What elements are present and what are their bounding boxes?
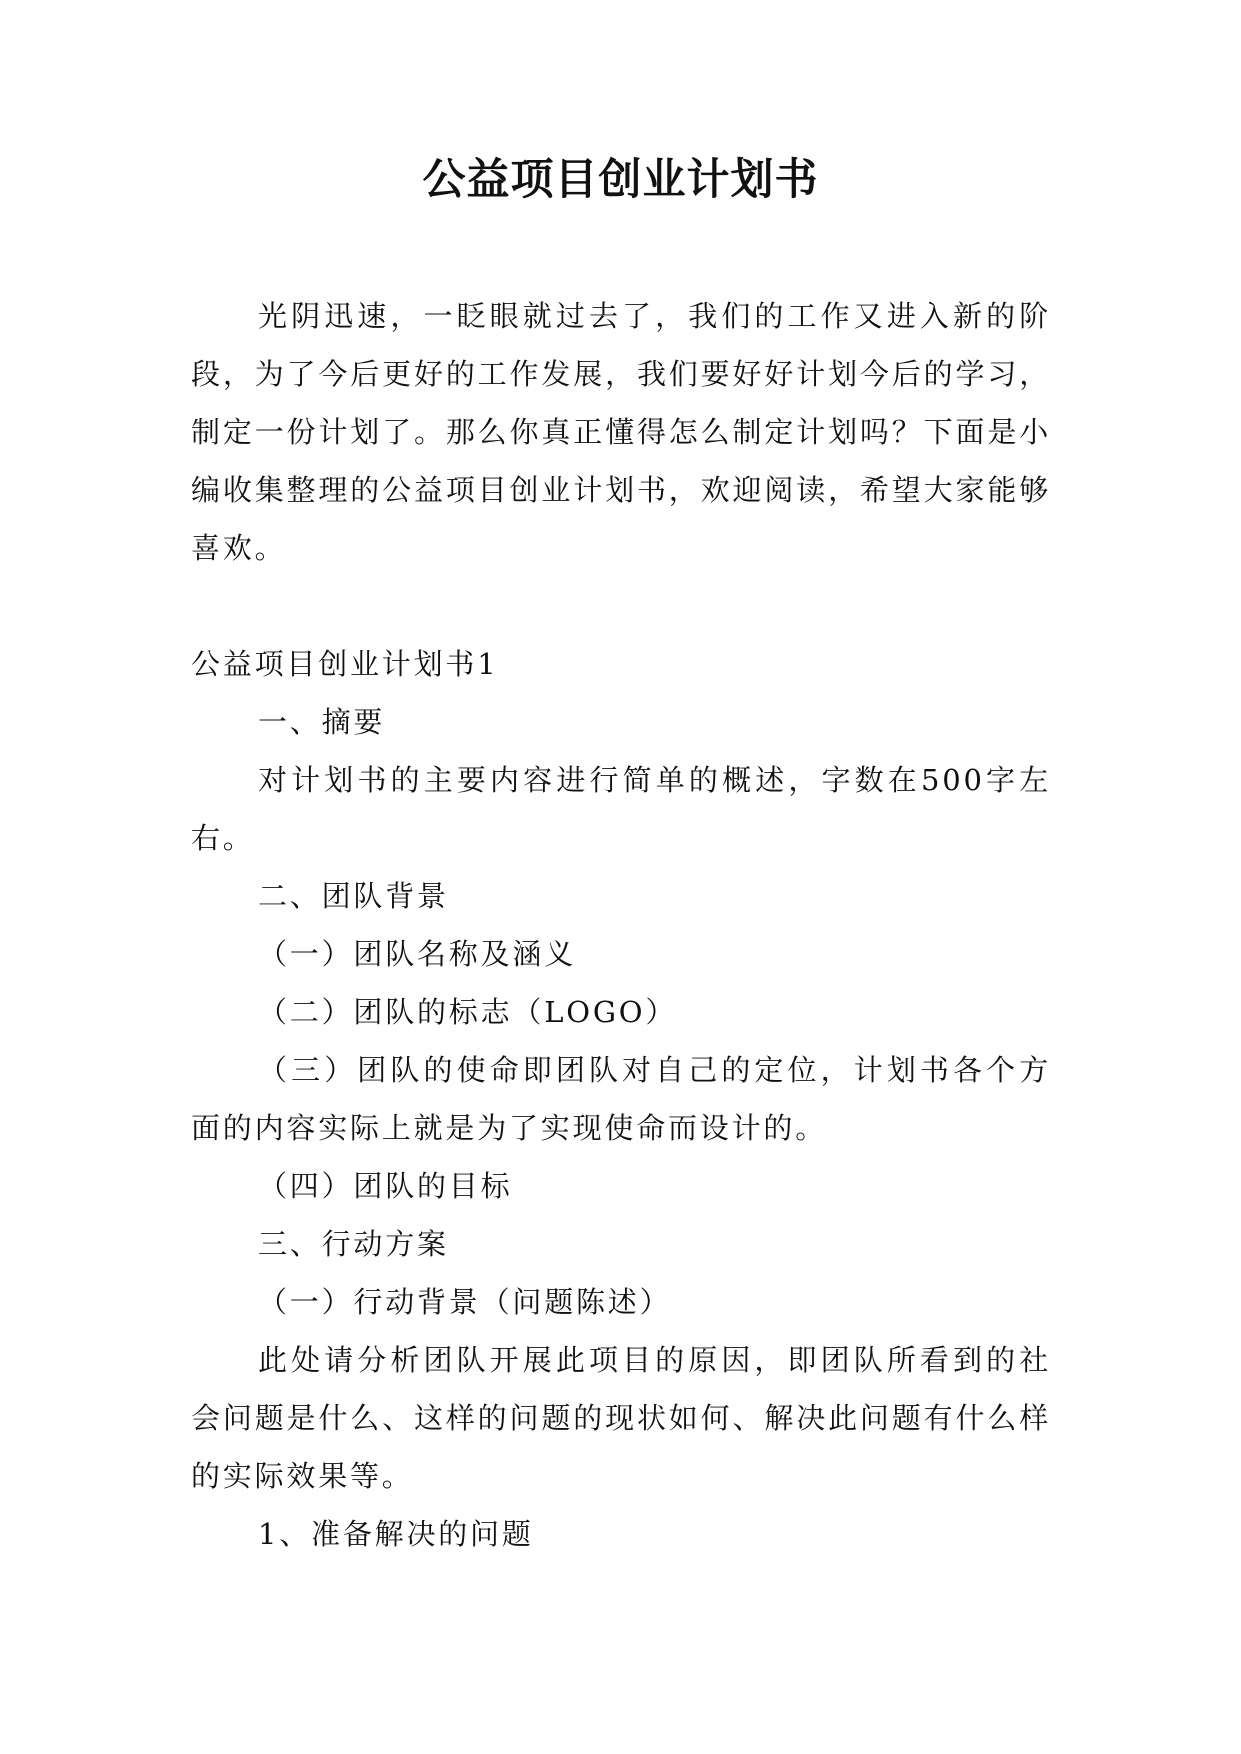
item-team-mission: （三）团队的使命即团队对自己的定位，计划书各个方面的内容实际上就是为了实现使命而设计的。: [191, 1053, 1051, 1145]
document-body: [191, 287, 1051, 1563]
intro-paragraph: 光阴迅速，一眨眼就过去了，我们的工作又进入新的阶段，为了今后更好的工作发展，我们要好好计划今后的学习，制定一份计划了。那么你真正懂得怎么制定计划吗？下面是小编收集整理的公益项目创业计划书，欢迎阅读，希望大家能够喜欢。: [191, 299, 1051, 565]
heading-summary: 一、摘要: [258, 705, 386, 739]
item-team-logo: （二）团队的标志（LOGO）: [258, 995, 678, 1029]
section-heading: 公益项目创业计划书1: [191, 647, 499, 681]
item-problem-to-solve: 1、准备解决的问题: [258, 1517, 534, 1551]
item-action-background: （一）行动背景（问题陈述）: [258, 1285, 672, 1319]
item-team-goal: （四）团队的目标: [258, 1169, 513, 1203]
summary-paragraph: 对计划书的主要内容进行简单的概述，字数在500字左右。: [191, 763, 1051, 855]
document-title: 公益项目创业计划书: [422, 155, 819, 205]
item-team-name: （一）团队名称及涵义: [258, 937, 577, 971]
heading-team-background: 二、团队背景: [258, 879, 449, 913]
heading-action-plan: 三、行动方案: [258, 1227, 449, 1261]
action-background-paragraph: 此处请分析团队开展此项目的原因，即团队所看到的社会问题是什么、这样的问题的现状如何、解决此问题有什么样的实际效果等。: [191, 1343, 1051, 1493]
